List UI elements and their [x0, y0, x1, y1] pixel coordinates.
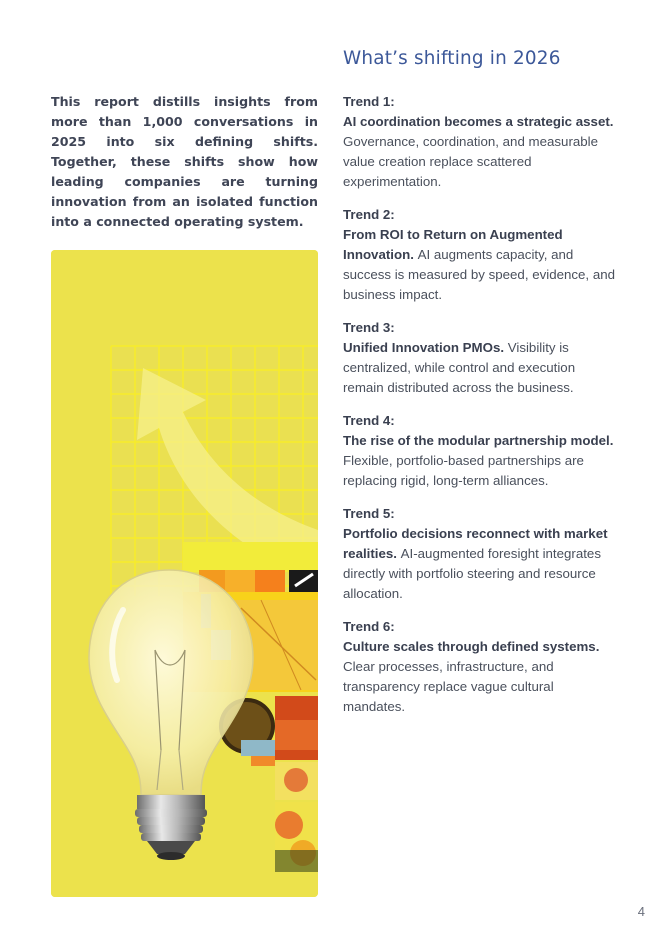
trend-body: Clear processes, infrastructure, and transparency replace vague cultural mandates.	[343, 659, 554, 714]
lightbulb-collage-icon	[51, 250, 318, 897]
trend-headline: Culture scales through defined systems.	[343, 639, 600, 654]
trend-headline: Unified Innovation PMOs.	[343, 340, 508, 355]
trend-body: AI-augmented foresight integrates directly with portfolio steering and resource allocation.	[343, 546, 601, 601]
trend-body: Flexible, portfolio-based partnerships are replacing rigid, long-term alliances.	[343, 453, 584, 488]
page-number: 4	[637, 904, 645, 919]
trend-item	[343, 318, 615, 398]
trend-number: Trend 1:	[343, 94, 395, 109]
lightbulb-illustration	[51, 250, 318, 897]
section-heading: What’s shifting in 2026	[343, 48, 561, 69]
trend-item	[343, 617, 615, 717]
trend-headline: Portfolio decisions reconnect with market realities.	[343, 526, 608, 561]
trend-item	[343, 411, 615, 491]
trend-number: Trend 3:	[343, 320, 395, 335]
trend-body: AI augments capacity, and success is measured by speed, evidence, and business impact.	[343, 247, 616, 302]
trend-item	[343, 92, 615, 192]
trend-item	[343, 504, 615, 604]
trend-list	[343, 92, 615, 730]
trend-body: Visibility is centralized, while control and execution remain distributed across the business.	[343, 340, 576, 395]
trend-headline: The rise of the modular partnership model.	[343, 433, 614, 448]
trend-number: Trend 5:	[343, 506, 395, 521]
trend-headline: From ROI to Return on Augmented Innovation.	[343, 227, 563, 262]
trend-number: Trend 2:	[343, 207, 395, 222]
trend-number: Trend 4:	[343, 413, 395, 428]
intro-paragraph: This report distills insights from more than 1,000 conversations in 2025 into six defining shifts. Together, these shifts show how leading companies are turning innovation from an isolated function into a connected operating system.	[51, 94, 318, 229]
trend-headline: AI coordination becomes a strategic asset.	[343, 114, 614, 129]
trend-number: Trend 6:	[343, 619, 395, 634]
trend-item	[343, 205, 615, 305]
trend-body: Governance, coordination, and measurable value creation replace scattered experimentation.	[343, 134, 599, 189]
